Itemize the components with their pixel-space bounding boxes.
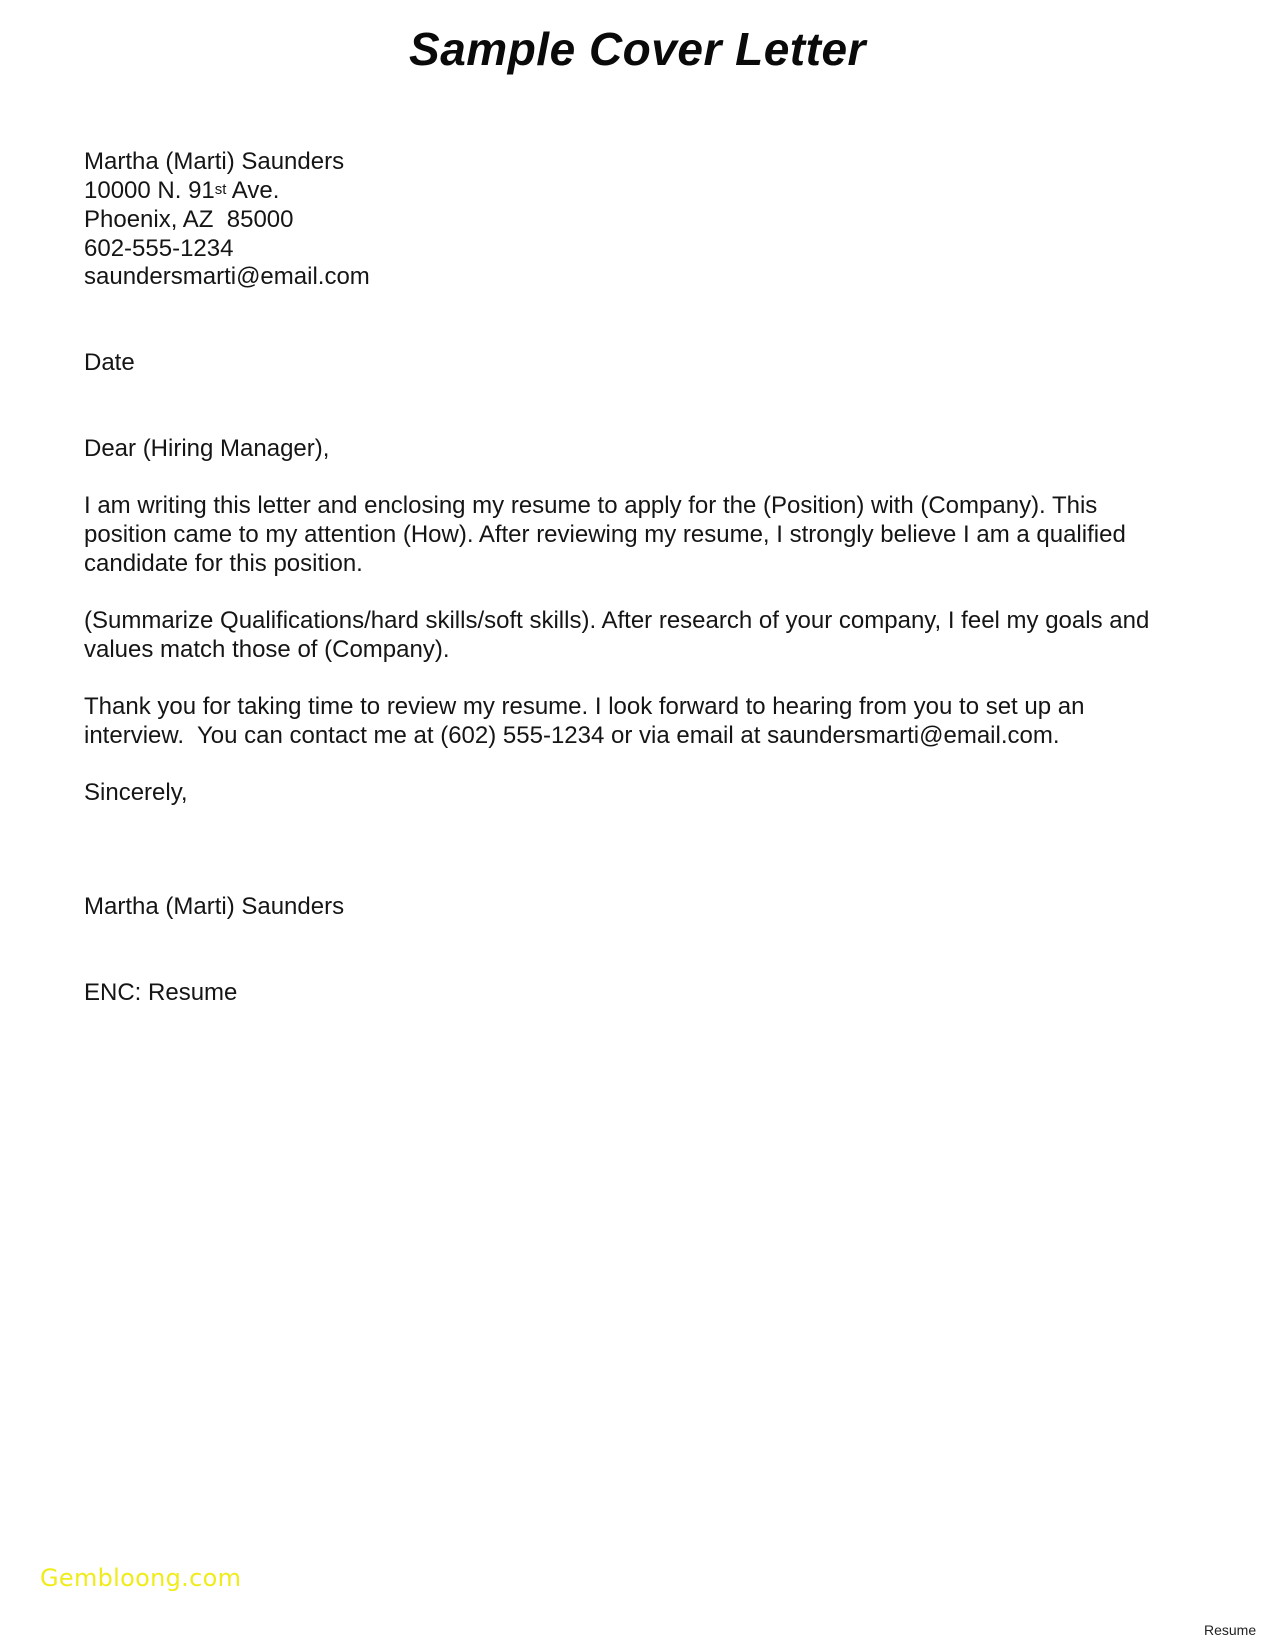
- sender-address-ordinal: st: [214, 181, 227, 198]
- sender-city: Phoenix, AZ 85000: [84, 206, 294, 233]
- paragraph-line: position came to my attention (How). After reviewing my resume, I strongly believe I am a qualified: [84, 521, 1126, 548]
- page-title: Sample Cover Letter: [409, 23, 866, 75]
- letter-date: Date: [84, 349, 135, 376]
- sender-name: Martha (Marti) Saunders: [84, 148, 345, 175]
- body-paragraph-2: [84, 606, 1204, 664]
- sender-email: saundersmarti@email.com: [84, 263, 370, 290]
- salutation: Dear (Hiring Manager),: [84, 435, 330, 462]
- sender-address: [84, 176, 279, 205]
- body-paragraph-1: [84, 491, 1204, 578]
- signature-name: Martha (Marti) Saunders: [84, 893, 345, 920]
- paragraph-line: interview. You can contact me at (602) 555-1234 or via email at saundersmarti@email.com.: [84, 722, 1060, 749]
- enclosure-note: ENC: Resume: [84, 979, 238, 1006]
- footer-label: Resume: [1204, 1622, 1257, 1638]
- paragraph-line: Thank you for taking time to review my resume. I look forward to hearing from you to set up an: [84, 693, 1085, 720]
- paragraph-line: I am writing this letter and enclosing my resume to apply for the (Position) with (Company). This: [84, 492, 1098, 519]
- paragraph-line: (Summarize Qualifications/hard skills/soft skills). After research of your company, I feel my goals and: [84, 607, 1150, 634]
- body-paragraph-3: [84, 692, 1204, 750]
- sender-address-suffix: Ave.: [226, 177, 280, 204]
- closing: Sincerely,: [84, 779, 188, 806]
- paragraph-line: candidate for this position.: [84, 550, 363, 577]
- watermark-logo: Gembloong.com: [40, 1564, 242, 1592]
- sender-address-prefix: 10000 N. 91: [84, 177, 215, 204]
- paragraph-line: values match those of (Company).: [84, 636, 450, 663]
- sender-phone: 602-555-1234: [84, 235, 234, 262]
